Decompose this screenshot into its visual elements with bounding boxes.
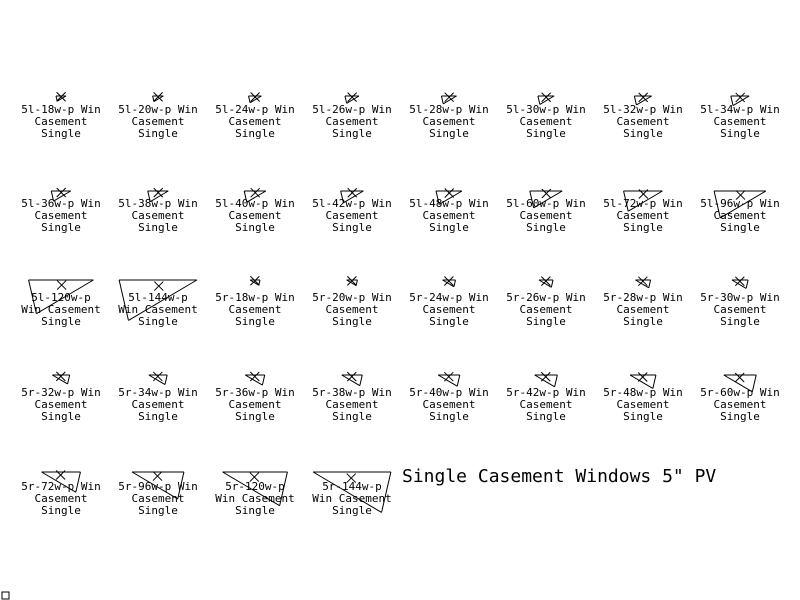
window-symbol	[342, 372, 363, 386]
block-label-line: Single	[720, 410, 760, 423]
block-label-line: 5l-28w-p Win	[409, 103, 489, 116]
block-label-line: Single	[332, 127, 372, 140]
block-label-line: Casement	[616, 115, 670, 128]
block-label-line: Single	[41, 315, 81, 328]
block-label-line: 5r-24w-p Win	[409, 291, 489, 304]
block-label-line: Casement	[131, 492, 185, 505]
block-label-line: Casement	[131, 115, 185, 128]
sash-leaf-line	[165, 375, 167, 385]
block-label-line: Single	[138, 315, 178, 328]
block-label-line: Single	[138, 504, 178, 517]
block-label-line: Single	[41, 504, 81, 517]
block-label-line: 5l-60w-p Win	[506, 197, 586, 210]
block-label-line: 5l-34w-p Win	[700, 103, 780, 116]
block-label-line: Single	[41, 127, 81, 140]
block-label-line: Single	[332, 410, 372, 423]
block-label-line: Single	[138, 127, 178, 140]
block-label-line: Casement	[616, 209, 670, 222]
sash-leaf-line	[551, 280, 553, 287]
block-label-line: Casement	[713, 303, 767, 316]
window-block-grid	[21, 92, 779, 517]
block-label-line: 5l-144w-p	[128, 291, 188, 304]
block-label-line: 5l-26w-p Win	[312, 103, 392, 116]
window-symbol	[535, 372, 558, 387]
window-symbol	[245, 372, 264, 385]
block-label-line: Single	[138, 221, 178, 234]
block-label-line: Casement	[228, 209, 282, 222]
block-label-line: Single	[429, 410, 469, 423]
block-label-line: Single	[235, 315, 275, 328]
block-label-line: Casement	[713, 398, 767, 411]
window-symbol	[52, 372, 69, 384]
ucs-marker-square	[2, 592, 9, 599]
window-symbol	[250, 276, 260, 285]
swing-line	[635, 280, 648, 288]
window-symbol	[149, 372, 167, 385]
block-label-line: Single	[623, 410, 663, 423]
block-label-line: Single	[235, 221, 275, 234]
block-label-line: 5r-42w-p Win	[506, 386, 586, 399]
block-label-line: 5r-120w-p	[225, 480, 285, 493]
block-label-line: 5r-32w-p Win	[21, 386, 101, 399]
block-label-line: Single	[235, 504, 275, 517]
block-label-line: Casement	[34, 209, 88, 222]
block-label-line: Casement	[325, 303, 379, 316]
window-symbol	[56, 92, 66, 101]
block-label-line: Casement	[325, 209, 379, 222]
sash-leaf-line	[649, 280, 651, 288]
block-label-line: Casement	[325, 398, 379, 411]
block-label-line: Single	[623, 315, 663, 328]
window-symbol	[443, 277, 456, 287]
block-label-line: 5r-36w-p Win	[215, 386, 295, 399]
swing-line	[245, 375, 262, 385]
block-label-line: Casement	[325, 115, 379, 128]
block-label-line: 5l-96w-p Win	[700, 197, 780, 210]
block-label-line: Casement	[228, 115, 282, 128]
block-label-line: Single	[41, 221, 81, 234]
window-symbol	[732, 277, 748, 289]
block-label-line: Win Casement	[21, 303, 101, 316]
block-label-line: Single	[429, 127, 469, 140]
block-label-line: Casement	[713, 115, 767, 128]
block-label-line: Casement	[131, 209, 185, 222]
block-label-line: Casement	[422, 209, 476, 222]
block-label-line: Casement	[228, 303, 282, 316]
block-label-line: 5l-30w-p Win	[506, 103, 586, 116]
block-label-line: Win Casement	[118, 303, 198, 316]
block-label-line: Casement	[422, 115, 476, 128]
sash-leaf-line	[249, 96, 251, 103]
block-label-line: 5l-36w-p Win	[21, 197, 101, 210]
block-label-line: 5r-18w-p Win	[215, 291, 295, 304]
window-symbol	[345, 93, 359, 104]
sash-leaf-line	[746, 280, 748, 288]
sheet-title: Single Casement Windows 5" PV	[402, 466, 717, 487]
block-label-line: Casement	[228, 398, 282, 411]
block-label-line: 5r-40w-p Win	[409, 386, 489, 399]
block-label-line: 5r-48w-p Win	[603, 386, 683, 399]
window-symbol	[438, 372, 460, 386]
block-label-line: 5r-30w-p Win	[700, 291, 780, 304]
block-label-line: Casement	[519, 115, 573, 128]
swing-line	[342, 375, 360, 386]
block-label-line: Single	[332, 504, 372, 517]
block-label-line: 5l-120w-p	[31, 291, 91, 304]
window-symbol	[635, 277, 650, 288]
block-label-line: 5l-40w-p Win	[215, 197, 295, 210]
block-label-line: Casement	[713, 209, 767, 222]
sash-leaf-line	[262, 375, 264, 385]
block-label-line: Casement	[34, 398, 88, 411]
block-label-line: Casement	[519, 398, 573, 411]
block-label-line: 5r-60w-p Win	[700, 386, 780, 399]
block-label-line: Win Casement	[215, 492, 295, 505]
block-label-line: Casement	[519, 209, 573, 222]
block-label-line: Single	[720, 315, 760, 328]
sash-leaf-line	[454, 280, 456, 287]
block-label-line: 5l-38w-p Win	[118, 197, 198, 210]
block-label-line: Casement	[519, 303, 573, 316]
swing-line	[438, 375, 457, 386]
block-label-line: 5r-72w-p Win	[21, 480, 101, 493]
block-label-line: Single	[526, 315, 566, 328]
block-label-line: 5l-42w-p Win	[312, 197, 392, 210]
block-label-line: 5r-20w-p Win	[312, 291, 392, 304]
window-symbol	[249, 93, 262, 103]
block-label-line: Single	[526, 221, 566, 234]
block-label-line: Casement	[422, 303, 476, 316]
block-label-line: Casement	[34, 115, 88, 128]
window-symbol	[347, 276, 358, 285]
block-label-line: 5l-72w-p Win	[603, 197, 683, 210]
block-label-line: 5l-48w-p Win	[409, 197, 489, 210]
block-label-line: 5l-18w-p Win	[21, 103, 101, 116]
block-label-line: 5r-34w-p Win	[118, 386, 198, 399]
block-label-line: Single	[720, 221, 760, 234]
block-label-line: Single	[526, 410, 566, 423]
block-label-line: Win Casement	[312, 492, 392, 505]
block-label-line: 5l-20w-p Win	[118, 103, 198, 116]
block-label-line: 5r-144w-p	[322, 480, 382, 493]
block-label-line: Casement	[34, 492, 88, 505]
sash-leaf-line	[68, 375, 70, 384]
sash-leaf-line	[457, 375, 460, 386]
window-symbol	[153, 92, 164, 101]
block-label-line: Casement	[616, 398, 670, 411]
block-label-line: Single	[623, 221, 663, 234]
block-label-line: Single	[429, 221, 469, 234]
block-label-line: Casement	[131, 398, 185, 411]
swing-line	[149, 375, 165, 385]
block-label-line: Single	[235, 410, 275, 423]
swing-line	[732, 280, 746, 288]
block-label-line: 5r-28w-p Win	[603, 291, 683, 304]
block-label-line: Single	[332, 315, 372, 328]
sash-leaf-line	[360, 375, 362, 386]
block-label-line: Casement	[422, 398, 476, 411]
block-label-line: Single	[41, 410, 81, 423]
block-label-line: Single	[623, 127, 663, 140]
block-label-line: Single	[235, 127, 275, 140]
block-label-line: 5l-32w-p Win	[603, 103, 683, 116]
block-label-line: 5r-96w-p Win	[118, 480, 198, 493]
block-label-line: Single	[429, 315, 469, 328]
block-label-line: 5r-26w-p Win	[506, 291, 586, 304]
block-label-line: Single	[332, 221, 372, 234]
block-label-line: Single	[526, 127, 566, 140]
window-symbol	[539, 277, 553, 288]
block-label-line: Single	[138, 410, 178, 423]
block-label-line: 5l-24w-p Win	[215, 103, 295, 116]
block-label-line: Single	[720, 127, 760, 140]
swing-line	[52, 375, 67, 384]
block-label-line: Casement	[616, 303, 670, 316]
block-label-line: 5r-38w-p Win	[312, 386, 392, 399]
